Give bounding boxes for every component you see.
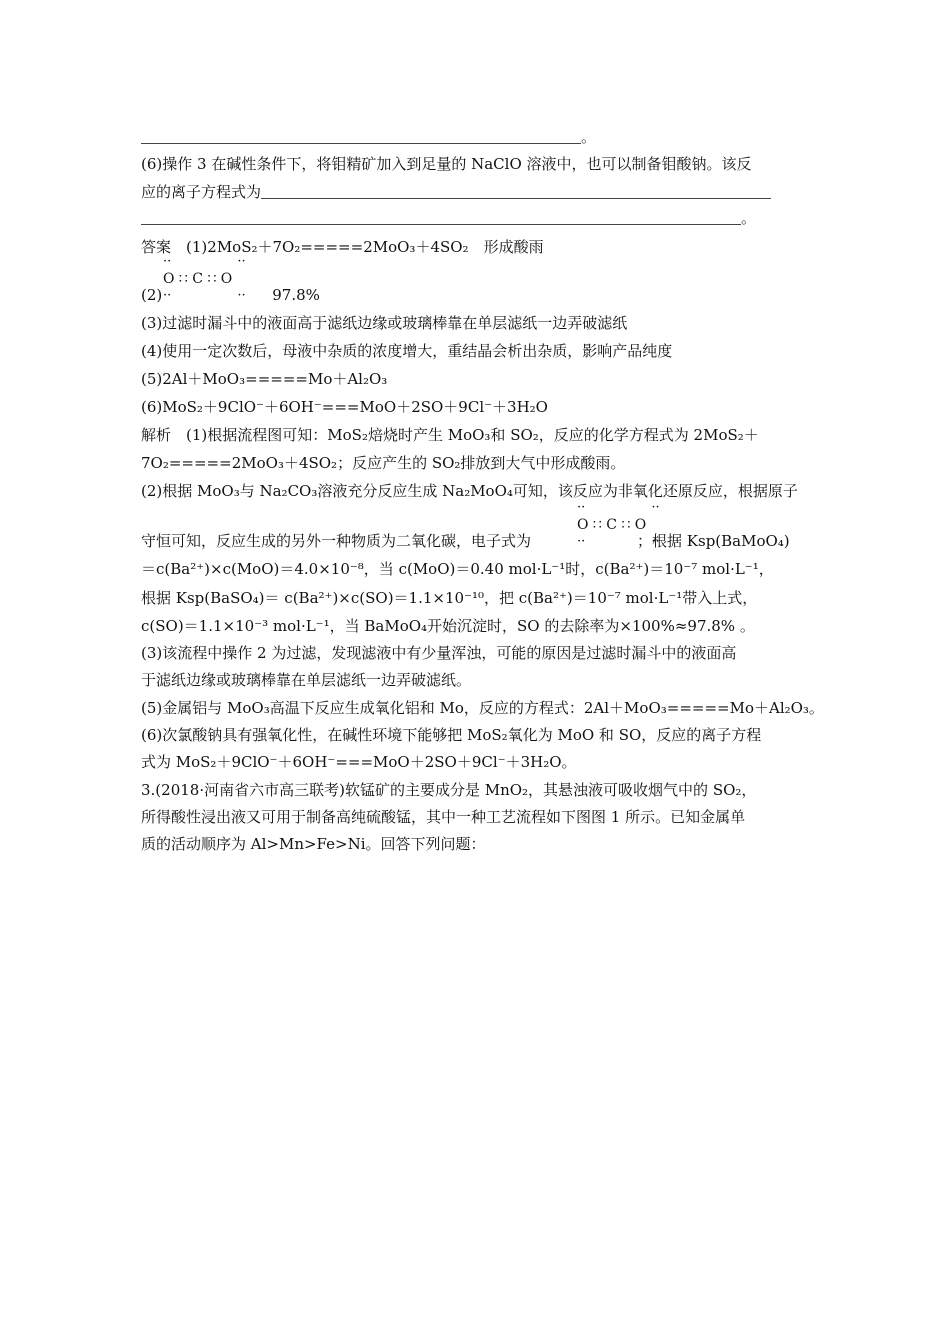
q6-line-1: (6)操作 3 在碱性条件下，将钼精矿加入到足量的 NaClO 溶液中，也可以制备钼酸钠。该反 [141, 155, 752, 173]
answer-line-6: (6)MoS₂＋9ClO⁻＋6OH⁻===MoO＋2SO＋9Cl⁻＋3H₂O [141, 398, 548, 416]
q3-line-2: 所得酸性浸出液又可用于制备高纯硫酸锰，其中一种工艺流程如下图图 1 所示。已知金属单 [141, 808, 746, 826]
lewis-dots-top-2: ·· ·· [577, 500, 660, 515]
q6-line-3: 。 [141, 207, 821, 229]
analysis-line-2: 7O₂=====2MoO₃＋4SO₂；反应产生的 SO₂排放到大气中形成酸雨。 [141, 454, 626, 472]
analysis-line-9: 于滤纸边缘或玻璃棒靠在单层滤纸一边弄破滤纸。 [141, 671, 472, 689]
analysis-line-8: (3)该流程中操作 2 为过滤，发现滤液中有少量浑浊，可能的原因是过滤时漏斗中的液面高 [141, 644, 737, 662]
prev-answer-blank-line: 。 [141, 126, 821, 148]
lewis-dots-top: ·· ·· [163, 254, 246, 269]
analysis-line-6: 根据 Ksp(BaSO₄)＝ c(Ba²⁺)×c(SO)＝1.1×10⁻¹⁰，把 c(Ba²⁺)＝10⁻⁷ mol·L⁻¹带入上式， [141, 589, 758, 607]
lewis-structure-co2: O ∷ C ∷ O [163, 271, 233, 287]
analysis-line-12: 式为 MoS₂＋9ClO⁻＋6OH⁻===MoO＋2SO＋9Cl⁻＋3H₂O。 [141, 753, 577, 771]
answer-line-4: (4)使用一定次数后，母液中杂质的浓度增大，重结晶会析出杂质，影响产品纯度 [141, 342, 673, 360]
analysis-line-10: (5)金属铝与 MoO₃高温下反应生成氧化铝和 Mo，反应的方程式：2Al＋MoO₃=====Mo＋Al₂O₃。 [141, 699, 824, 717]
answer-line-5: (5)2Al＋MoO₃=====Mo＋Al₂O₃ [141, 370, 388, 388]
analysis-line-1: 解析 (1)根据流程图可知：MoS₂焙烧时产生 MoO₃和 SO₂，反应的化学方程式为 2MoS₂＋ [141, 426, 759, 444]
lewis-structure-co2-inline: O ∷ C ∷ O [577, 517, 647, 533]
analysis-line-4: 守恒可知，反应生成的另外一种物质为二氧化碳，电子式为 ；根据 Ksp(BaMoO₄) [141, 532, 790, 550]
analysis-label: 解析 [141, 426, 172, 444]
analysis-line-5: ＝c(Ba²⁺)×c(MoO)＝4.0×10⁻⁸，当 c(MoO)＝0.40 mol·L⁻¹时，c(Ba²⁺)＝10⁻⁷ mol·L⁻¹， [141, 560, 774, 578]
fill-blank [261, 184, 771, 199]
analysis-line-7: c(SO)＝1.1×10⁻³ mol·L⁻¹，当 BaMoO₄开始沉淀时，SO 的去除率为×100%≈97.8% 。 [141, 617, 755, 635]
answer-label: 答案 [141, 238, 172, 256]
fill-blank [141, 129, 581, 144]
analysis-line-11: (6)次氯酸钠具有强氧化性，在碱性环境下能够把 MoS₂氧化为 MoO 和 SO，反应的离子方程 [141, 726, 762, 744]
analysis-line-3: (2)根据 MoO₃与 Na₂CO₃溶液充分反应生成 Na₂MoO₄可知，该反应为非氧化还原反应，根据原子 [141, 482, 798, 500]
q3-line-1: 3.(2018·河南省六市高三联考)软锰矿的主要成分是 MnO₂，其悬浊液可吸收烟气中的 SO₂， [141, 781, 757, 799]
q6-line-2: 应的离子方程式为 [141, 181, 821, 203]
answer-line-1: 答案 (1)2MoS₂＋7O₂=====2MoO₃＋4SO₂ 形成酸雨 [141, 238, 544, 256]
fill-blank [141, 210, 741, 225]
answer-line-3: (3)过滤时漏斗中的液面高于滤纸边缘或玻璃棒靠在单层滤纸一边弄破滤纸 [141, 314, 628, 332]
lewis-dots-bottom-2: ·· ·· [577, 534, 660, 549]
lewis-dots-bottom: ·· ·· [163, 288, 246, 303]
answer-line-2: (2) 97.8% [141, 286, 320, 304]
q3-line-3: 质的活动顺序为 Al>Mn>Fe>Ni。回答下列问题： [141, 835, 486, 853]
